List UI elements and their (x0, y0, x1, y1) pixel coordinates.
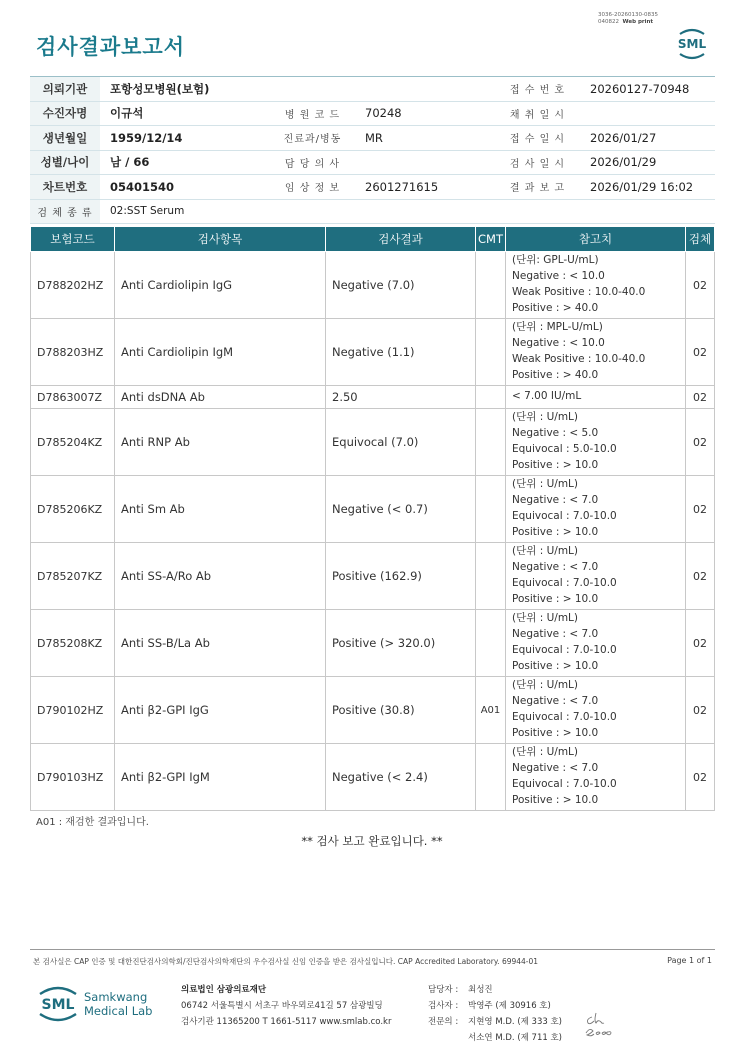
print-type: Web print (622, 19, 654, 25)
info-value: 포항성모병원(보험) (100, 77, 495, 102)
info-label: 임 상 정 보 (270, 175, 355, 200)
staff-role (428, 1030, 468, 1046)
test-comment (476, 744, 506, 811)
test-item: Anti Sm Ab (115, 476, 326, 543)
test-code: D785208KZ (31, 610, 115, 677)
reference-line: Equivocal : 7.0-10.0 (512, 778, 617, 790)
test-result: Negative (< 0.7) (326, 476, 476, 543)
info-label: 의뢰기관 (30, 77, 100, 102)
info-value (580, 101, 715, 126)
test-item: Anti RNP Ab (115, 409, 326, 476)
info-label: 진료과/병동 (270, 126, 355, 151)
test-comment (476, 386, 506, 409)
reference-line: Negative : < 5.0 (512, 427, 599, 440)
test-item: Anti SS-A/Ro Ab (115, 543, 326, 610)
reference-line: Positive : > 10.0 (512, 726, 599, 739)
specimen-code: 02 (686, 319, 715, 386)
test-code: D785207KZ (31, 543, 115, 610)
reference-line: (단위: GPL-U/mL) (512, 254, 599, 267)
info-row (30, 77, 715, 102)
test-comment: A01 (476, 677, 506, 744)
test-item: Anti β2-GPI IgM (115, 744, 326, 811)
reference-line: Equivocal : 7.0-10.0 (512, 644, 617, 656)
info-value: 2601271615 (355, 175, 495, 200)
info-value (355, 150, 495, 175)
reference-line: Equivocal : 5.0-10.0 (512, 443, 617, 455)
print-code (598, 12, 658, 26)
reference-line: Negative : < 10.0 (512, 337, 605, 350)
result-row (31, 543, 715, 610)
specimen-code: 02 (686, 744, 715, 811)
reference-line: Equivocal : 7.0-10.0 (512, 711, 617, 723)
info-value: 이규석 (100, 101, 270, 126)
reference-line: (단위 : U/mL) (512, 411, 578, 424)
results-header-row (31, 227, 715, 252)
reference-line: < 7.00 IU/mL (512, 390, 582, 403)
staff-name: 박영주 (제 30916 호) (468, 1001, 551, 1011)
col-header-reference: 참고치 (506, 227, 686, 252)
logo-name-line2: Medical Lab (84, 1004, 153, 1018)
reference-line: (단위 : U/mL) (512, 679, 578, 692)
test-item: Anti Cardiolipin IgG (115, 252, 326, 319)
test-code: D788202HZ (31, 252, 115, 319)
print-code-line1: 3036-20260130-0835 (598, 12, 658, 18)
staff-name: 최성진 (468, 985, 493, 995)
print-code-line2: 040822 (598, 19, 620, 25)
reference-range (506, 677, 686, 744)
org-address: 06742 서울특별시 서초구 바우뫼로41길 57 삼광빌딩 (181, 1001, 383, 1011)
patient-info-table (30, 76, 715, 224)
reference-line: Negative : < 7.0 (512, 561, 599, 574)
test-code: D790102HZ (31, 677, 115, 744)
info-label: 결 과 보 고 (495, 175, 580, 200)
reference-line: Negative : < 7.0 (512, 762, 599, 775)
page-number: Page 1 of 1 (667, 956, 712, 965)
specimen-code: 02 (686, 610, 715, 677)
info-label: 담 당 의 사 (270, 150, 355, 175)
info-label: 수진자명 (30, 101, 100, 126)
result-row (31, 409, 715, 476)
test-item: Anti dsDNA Ab (115, 386, 326, 409)
reference-line: Weak Positive : 10.0-40.0 (512, 353, 646, 365)
test-code: D790103HZ (31, 744, 115, 811)
sml-logo (672, 24, 712, 64)
info-value: 2026/01/27 (580, 126, 715, 151)
certification-text: 본 검사실은 CAP 인증 및 대한진단검사의학회/진단검사의학재단의 우수검사실 신임 인증을 받은 검사실입니다. CAP Accredited Laboratory. 69944-01 (33, 957, 539, 966)
staff-role: 전문의 : (428, 1017, 459, 1027)
reference-range (506, 543, 686, 610)
result-row (31, 677, 715, 744)
reference-line: Positive : > 10.0 (512, 592, 599, 605)
test-result: Negative (1.1) (326, 319, 476, 386)
info-row (30, 101, 715, 126)
test-code: D785206KZ (31, 476, 115, 543)
result-row (31, 386, 715, 409)
test-comment (476, 476, 506, 543)
info-value: 남 / 66 (100, 150, 270, 175)
reference-line: Positive : > 10.0 (512, 458, 599, 471)
info-label: 차트번호 (30, 175, 100, 200)
reference-line: Positive : > 10.0 (512, 525, 599, 538)
staff-role: 담당자 : (428, 985, 459, 995)
reference-line: Negative : < 10.0 (512, 270, 605, 283)
col-header-result: 검사결과 (326, 227, 476, 252)
reference-range (506, 386, 686, 409)
info-value: 2026/01/29 (580, 150, 715, 175)
reference-range (506, 476, 686, 543)
reference-range (506, 610, 686, 677)
reference-line: Positive : > 10.0 (512, 659, 599, 672)
test-result: Positive (30.8) (326, 677, 476, 744)
reference-line: (단위 : U/mL) (512, 545, 578, 558)
signature-image (580, 1005, 620, 1041)
info-value: 1959/12/14 (100, 126, 270, 151)
test-item: Anti β2-GPI IgG (115, 677, 326, 744)
specimen-code: 02 (686, 543, 715, 610)
col-header-specimen: 검체 (686, 227, 715, 252)
reference-line: (단위 : U/mL) (512, 478, 578, 491)
staff-role: 검사자 : (428, 1001, 459, 1011)
test-item: Anti SS-B/La Ab (115, 610, 326, 677)
reference-line: Weak Positive : 10.0-40.0 (512, 286, 646, 298)
test-result: Negative (7.0) (326, 252, 476, 319)
organization-info (181, 982, 391, 1030)
result-row (31, 252, 715, 319)
test-result: Equivocal (7.0) (326, 409, 476, 476)
specimen-code: 02 (686, 252, 715, 319)
reference-line: (단위 : U/mL) (512, 746, 578, 759)
results-table (30, 226, 715, 811)
test-comment (476, 252, 506, 319)
specimen-code: 02 (686, 476, 715, 543)
col-header-code: 보험코드 (31, 227, 115, 252)
info-row (30, 175, 715, 200)
info-value: 20260127-70948 (580, 77, 715, 102)
info-label: 검 체 종 류 (30, 199, 100, 224)
staff-name: 서소연 M.D. (제 711 호) (468, 1033, 563, 1043)
test-code: D788203HZ (31, 319, 115, 386)
reference-line: (단위 : U/mL) (512, 612, 578, 625)
info-row (30, 150, 715, 175)
staff-list (428, 982, 562, 1046)
info-label: 접 수 일 시 (495, 126, 580, 151)
reference-line: Equivocal : 7.0-10.0 (512, 577, 617, 589)
samkwang-logo (36, 980, 166, 1026)
footer-divider (30, 949, 715, 950)
report-complete-note: ** 검사 보고 완료입니다. ** (301, 834, 443, 848)
test-result: Positive (162.9) (326, 543, 476, 610)
info-label: 검 사 일 시 (495, 150, 580, 175)
reference-line: (단위 : MPL-U/mL) (512, 321, 603, 334)
test-comment (476, 543, 506, 610)
test-code: D785204KZ (31, 409, 115, 476)
info-row (30, 126, 715, 151)
test-result: Negative (< 2.4) (326, 744, 476, 811)
test-result: 2.50 (326, 386, 476, 409)
specimen-code: 02 (686, 409, 715, 476)
test-comment (476, 409, 506, 476)
reference-range (506, 409, 686, 476)
info-value: 05401540 (100, 175, 270, 200)
result-row (31, 744, 715, 811)
reference-line: Negative : < 7.0 (512, 695, 599, 708)
col-header-item: 검사항목 (115, 227, 326, 252)
sml-logo-text: SML (677, 37, 707, 51)
specimen-code: 02 (686, 677, 715, 744)
info-label: 채 취 일 시 (495, 101, 580, 126)
staff-name: 지현영 M.D. (제 333 호) (468, 1017, 563, 1027)
info-value: 70248 (355, 101, 495, 126)
reference-line: Negative : < 7.0 (512, 494, 599, 507)
info-label: 생년월일 (30, 126, 100, 151)
org-contact: 검사기관 11365200 T 1661-5117 www.smlab.co.kr (181, 1017, 392, 1027)
col-header-cmt: CMT (476, 227, 506, 252)
reference-line: Negative : < 7.0 (512, 628, 599, 641)
test-result: Positive (> 320.0) (326, 610, 476, 677)
reference-range (506, 319, 686, 386)
info-value: 02:SST Serum (100, 199, 715, 224)
result-row (31, 476, 715, 543)
info-label: 접 수 번 호 (495, 77, 580, 102)
reference-line: Equivocal : 7.0-10.0 (512, 510, 617, 522)
info-value: 2026/01/29 16:02 (580, 175, 715, 200)
test-comment (476, 319, 506, 386)
reference-line: Positive : > 40.0 (512, 301, 599, 314)
logo-mark-text: SML (41, 997, 75, 1013)
info-row (30, 199, 715, 224)
test-item: Anti Cardiolipin IgM (115, 319, 326, 386)
footnote: A01 : 재검한 결과입니다. (36, 817, 149, 828)
page-title: 검사결과보고서 (36, 35, 186, 59)
test-code: D7863007Z (31, 386, 115, 409)
info-label: 병 원 코 드 (270, 101, 355, 126)
org-name: 의료법인 삼광의료재단 (181, 985, 267, 995)
specimen-code: 02 (686, 386, 715, 409)
info-value: MR (355, 126, 495, 151)
logo-name-line1: Samkwang (84, 990, 148, 1004)
result-row (31, 610, 715, 677)
info-label: 성별/나이 (30, 150, 100, 175)
reference-range (506, 744, 686, 811)
reference-line: Positive : > 10.0 (512, 793, 599, 806)
result-row (31, 319, 715, 386)
reference-range (506, 252, 686, 319)
reference-line: Positive : > 40.0 (512, 368, 599, 381)
test-comment (476, 610, 506, 677)
